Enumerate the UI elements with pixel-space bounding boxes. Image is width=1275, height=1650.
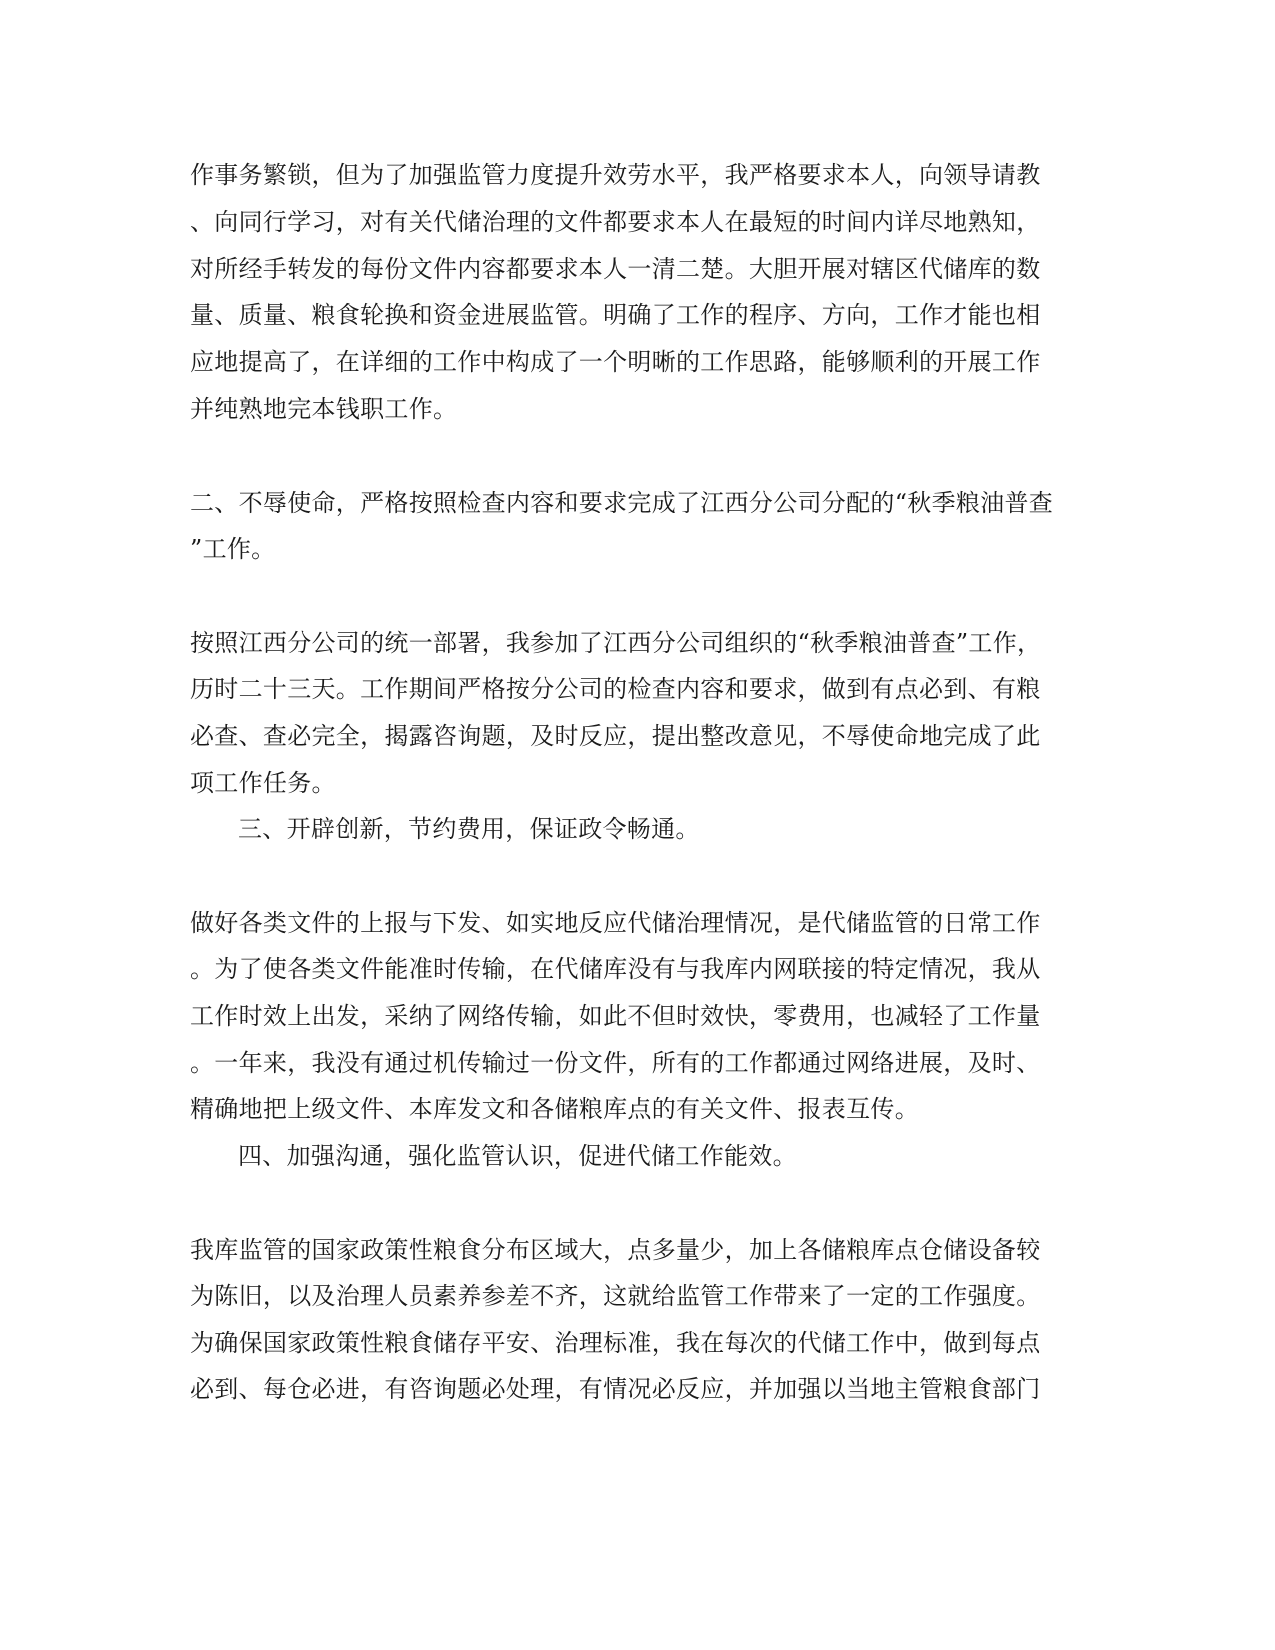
text-line: 历时二十三天。工作期间严格按分公司的检查内容和要求，做到有点必到、有粮: [190, 675, 1041, 703]
section-heading: 四、加强沟通，强化监管认识，促进代储工作能效。: [238, 1142, 797, 1170]
section-heading: ”工作。: [190, 535, 276, 563]
text-line: 量、质量、粮食轮换和资金进展监管。明确了工作的程序、方向，工作才能也相: [190, 301, 1041, 329]
text-line: 做好各类文件的上报与下发、如实地反应代储治理情况，是代储监管的日常工作: [190, 909, 1041, 937]
text-line: 必到、每仓必进，有咨询题必处理，有情况必反应，并加强以当地主管粮食部门: [190, 1375, 1041, 1403]
text-line: 工作时效上出发，采纳了网络传输，如此不但时效快，零费用，也减轻了工作量: [190, 1002, 1041, 1030]
text-line: 必查、查必完全，揭露咨询题，及时反应，提出整改意见，不辱使命地完成了此: [190, 722, 1041, 750]
text-line: 项工作任务。: [190, 769, 336, 797]
text-line: 为陈旧，以及治理人员素养参差不齐，这就给监管工作带来了一定的工作强度。: [190, 1282, 1041, 1310]
text-line: 为确保国家政策性粮食储存平安、治理标准，我在每次的代储工作中，做到每点: [190, 1329, 1041, 1357]
text-line: 。一年来，我没有通过机传输过一份文件，所有的工作都通过网络进展，及时、: [190, 1049, 1041, 1077]
text-line: 并纯熟地完本钱职工作。: [190, 395, 458, 423]
section-heading: 三、开辟创新，节约费用，保证政令畅通。: [238, 815, 700, 843]
section-heading: 二、不辱使命，严格按照检查内容和要求完成了江西分公司分配的“秋季粮油普查: [190, 489, 1054, 517]
text-line: 、向同行学习，对有关代储治理的文件都要求本人在最短的时间内详尽地熟知，: [190, 208, 1041, 236]
text-line: 作事务繁锁，但为了加强监管力度提升效劳水平，我严格要求本人，向领导请教: [190, 161, 1041, 189]
text-line: 按照江西分公司的统一部署，我参加了江西分公司组织的“秋季粮油普查”工作，: [190, 629, 1042, 657]
text-line: 对所经手转发的每份文件内容都要求本人一清二楚。大胆开展对辖区代储库的数: [190, 255, 1041, 283]
text-line: 我库监管的国家政策性粮食分布区域大，点多量少，加上各储粮库点仓储设备较: [190, 1236, 1041, 1264]
text-line: 。为了使各类文件能准时传输，在代储库没有与我库内网联接的特定情况，我从: [190, 955, 1041, 983]
text-line: 精确地把上级文件、本库发文和各储粮库点的有关文件、报表互传。: [190, 1095, 919, 1123]
text-line: 应地提高了，在详细的工作中构成了一个明晰的工作思路，能够顺利的开展工作: [190, 348, 1041, 376]
